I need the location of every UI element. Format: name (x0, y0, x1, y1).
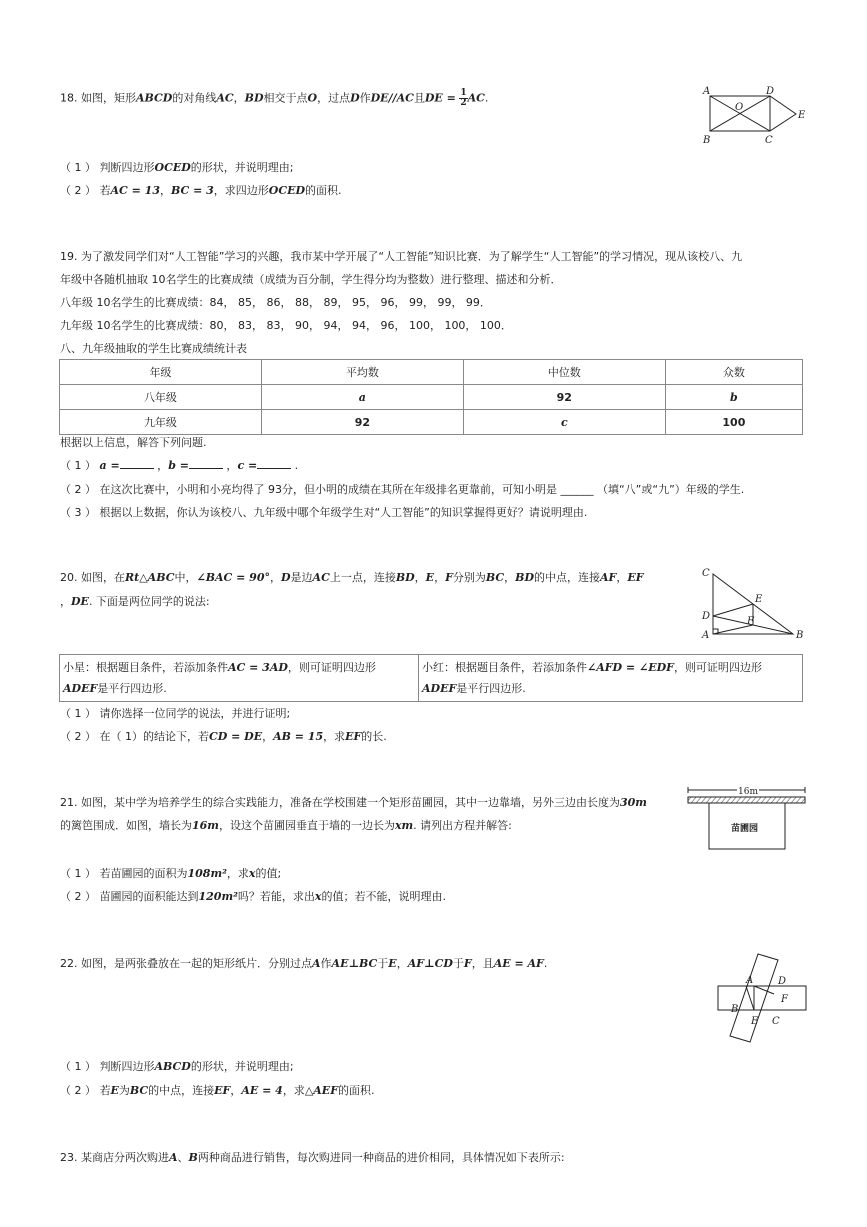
q19-part1: （ 1 ） a = ，b = ，c = . (60, 459, 299, 472)
table-cell: c (463, 410, 665, 435)
q20-triangle-figure (698, 564, 810, 644)
q18-rectangle-figure (700, 84, 812, 146)
label-B: B (731, 1004, 739, 1015)
table-header-cell: 众数 (665, 360, 802, 385)
q20-part1: （ 1 ） 请你选择一位同学的说法，并进行证明; (60, 707, 291, 720)
q19-grade8-scores: 八年级 10名学生的比赛成绩：84， 85， 86， 88， 89， 95， 96， 99， 99， 99． (60, 296, 491, 309)
table-cell: 八年级 (60, 385, 262, 410)
garden-label: 苗圃园 (731, 824, 759, 834)
q18-stem: 18. 如图，矩形ABCD的对角线AC，BD相交于点O，过点D作DE//AC且DE = $\frac{1}{2}$ AC. (60, 88, 489, 108)
table-cell: 92 (463, 385, 665, 410)
xiaoxing-statement: 小星：根据题目条件，若添加条件AC = 3AD，则可证明四边形 ADEF是平行四边形. (60, 655, 419, 702)
table-cell: 92 (261, 410, 463, 435)
label-F: F (747, 616, 754, 627)
q19-part2: （ 2 ） 在这次比赛中，小明和小亮均得了 93分，但小明的成绩在其所在年级排名更靠前，可知小明是 ______ （填“八”或“九”）年级的学生. (60, 483, 745, 496)
q22-part1: （ 1 ） 判断四边形ABCD的形状，并说明理由; (60, 1060, 294, 1073)
q19-stem-line1: 19. 为了激发同学们对“人工智能”学习的兴趣，我市某中学开展了“人工智能”知识比赛．为了解学生“人工智能”的学习情况，现从该校八、九 (60, 250, 743, 263)
label-B: B (703, 135, 711, 146)
label-D: D (702, 611, 711, 622)
q18-part2: （ 2 ） 若AC = 13，BC = 3，求四边形OCED的面积. (60, 184, 342, 197)
wall-length-label: 16m (738, 787, 758, 797)
q18-part1: （ 1 ） 判断四边形OCED的形状，并说明理由; (60, 161, 294, 174)
table-header-cell: 中位数 (463, 360, 665, 385)
q21-garden-figure (685, 786, 810, 854)
table-row (60, 385, 803, 410)
table-cell: 九年级 (60, 410, 262, 435)
label-B: B (796, 630, 804, 641)
q20-part2: （ 2 ） 在（ 1）的结论下，若CD = DE，AB = 15，求EF的长. (60, 730, 387, 743)
q21-stem-line1: 21. 如图，某中学为培养学生的综合实践能力，准备在学校围建一个矩形苗圃园，其中一边靠墙，另外三边由长度为30m (60, 796, 647, 809)
answer-blank[interactable] (120, 458, 154, 469)
table-header-row (60, 360, 803, 385)
fraction-one-half: $\frac{1}{2}$ (460, 88, 467, 108)
q20-stem-line2: ，DE. 下面是两位同学的说法: (60, 595, 210, 608)
q19-stem-line2: 年级中各随机抽取 10名学生的比赛成绩（成绩为百分制，学生得分均为整数）进行整理、描述和分析． (60, 273, 562, 286)
table-cell: 100 (665, 410, 802, 435)
q20-stem-line1: 20. 如图，在Rt△ABC中，∠BAC = 90°，D是边AC上一点，连接BD，E，F分别为BC，BD的中点，连接AF，EF (60, 571, 644, 584)
label-A: A (703, 86, 711, 97)
label-E: E (798, 110, 806, 121)
table-header-cell: 年级 (60, 360, 262, 385)
table-cell: a (261, 385, 463, 410)
answer-blank[interactable] (257, 458, 291, 469)
q19-instruction: 根据以上信息，解答下列问题. (60, 436, 207, 449)
label-E: E (755, 594, 763, 605)
xiaohong-statement: 小红：根据题目条件，若添加条件∠AFD = ∠EDF，则可证明四边形 ADEF是平行四边形. (419, 655, 803, 702)
q23-stem: 23. 某商店分两次购进A、B两种商品进行销售，每次购进同一种商品的进价相同，具体情况如下表所示: (60, 1151, 565, 1164)
label-O: O (735, 102, 744, 113)
label-A: A (702, 630, 710, 641)
answer-blank[interactable] (189, 458, 223, 469)
label-C: C (702, 568, 710, 579)
table-row (60, 655, 803, 702)
label-F: F (781, 994, 788, 1005)
label-C: C (765, 135, 773, 146)
table-row (60, 410, 803, 435)
q21-part1: （ 1 ） 若苗圃园的面积为108m²，求x的值; (60, 867, 282, 880)
table-cell: b (665, 385, 802, 410)
q19-grade9-scores: 九年级 10名学生的比赛成绩：80， 83， 83， 90， 94， 94， 96， 100， 100， 100． (60, 319, 512, 332)
q19-table-title: 八、九年级抽取的学生比赛成绩统计表 (60, 342, 247, 355)
label-A: A (746, 975, 754, 986)
q21-stem-line2: 的篱笆围成．如图，墙长为16m，设这个苗圃园垂直于墙的一边长为xm. 请列出方程并解答: (60, 819, 512, 832)
wall-hatch (688, 797, 805, 803)
q22-part2: （ 2 ） 若E为BC的中点，连接EF，AE = 4，求△AEF的面积. (60, 1084, 375, 1097)
label-D: D (778, 976, 787, 987)
label-E: E (751, 1016, 759, 1027)
q19-part3: （ 3 ） 根据以上数据，你认为该校八、九年级中哪个年级学生对“人工智能”的知识掌握得更好？请说明理由. (60, 506, 588, 519)
q21-part2: （ 2 ） 苗圃园的面积能达到120m²吗？若能，求出x的值；若不能，说明理由. (60, 890, 446, 903)
q19-stat-table (59, 359, 803, 435)
q20-dialog-table (59, 654, 803, 702)
q22-overlapping-rectangles-figure (712, 950, 812, 1046)
label-C: C (772, 1016, 780, 1027)
label-D: D (766, 86, 775, 97)
table-header-cell: 平均数 (261, 360, 463, 385)
q22-stem: 22. 如图，是两张叠放在一起的矩形纸片．分别过点A作AE⊥BC于E，AF⊥CD于F，且AE = AF. (60, 957, 548, 970)
